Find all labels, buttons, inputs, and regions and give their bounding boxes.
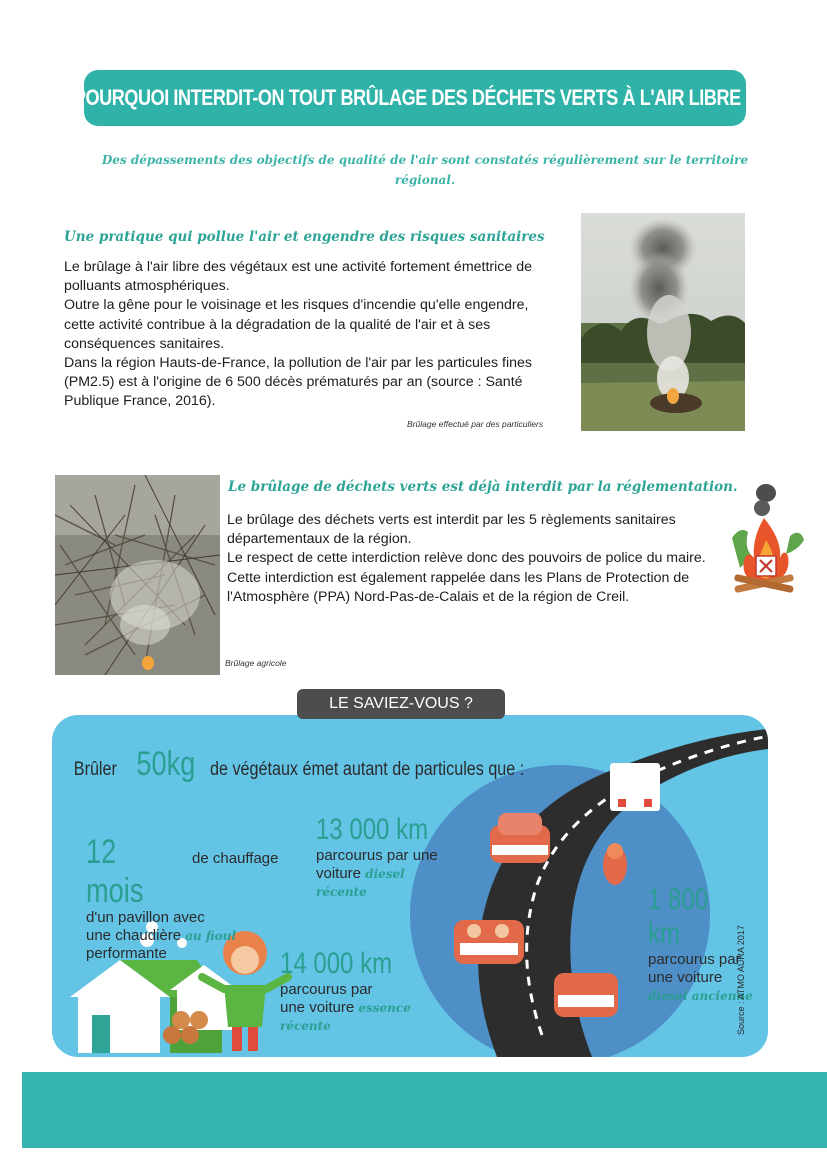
section2-heading: Le brûlage de déchets verts est déjà interdit par la réglementation. bbox=[228, 479, 738, 495]
section2-para-3: Cette interdiction est également rappelée dans les Plans de Protection de l'Atmosphère (PPA) Nord-Pas-de-Calais et de la région de Creil. bbox=[227, 569, 690, 605]
item2-big: 13 000 km bbox=[316, 813, 429, 846]
infographic-intro bbox=[70, 745, 580, 784]
item3-line2-pre: une voiture bbox=[280, 999, 355, 1016]
item2-line2-accent: diesel bbox=[365, 867, 405, 881]
item3-line2-accent: essence bbox=[358, 1001, 411, 1015]
title-banner bbox=[73, 70, 757, 126]
item1-line3-accent: au fioul bbox=[185, 929, 236, 943]
item3-line3-accent: récente bbox=[280, 1019, 331, 1033]
item2-line1: parcourus par une bbox=[316, 847, 438, 864]
smoke-photo bbox=[581, 213, 745, 431]
item3-line1: parcourus par bbox=[280, 981, 373, 998]
section1-para-2: Outre la gêne pour le voisinage et les risques d'incendie qu'elle engendre, cette activité contribue à la dégradation de la qualité de l'air et à ses conséquences sanitaires. bbox=[64, 297, 529, 352]
subtitle-line-2: régional. bbox=[394, 173, 456, 187]
item4-line2: une voiture bbox=[648, 969, 723, 986]
section2-body bbox=[227, 511, 733, 607]
item-heating bbox=[86, 833, 278, 963]
section1-body bbox=[64, 258, 558, 412]
brush-photo bbox=[55, 475, 220, 675]
no-fire-icon bbox=[722, 478, 807, 598]
subtitle bbox=[80, 150, 770, 190]
section2-caption: Brûlage agricole bbox=[225, 658, 287, 668]
item1-line2: d'un pavillon avec bbox=[86, 909, 205, 926]
source-note: Source : ATMO AURA 2017 bbox=[736, 925, 746, 1035]
page-title: POURQUOI INTERDIT-ON TOUT BRÛLAGE DES DÉCHETS VERTS À L'AIR LIBRE ? bbox=[73, 85, 757, 110]
intro-pre: Brûler bbox=[73, 759, 117, 780]
section2-para-1: Le brûlage des déchets verts est interdit par les 5 règlements sanitaires départementaux de la région. bbox=[227, 512, 676, 548]
item4-line3-accent: diesel ancienne bbox=[648, 989, 753, 1003]
item4-big: 1 800 km bbox=[648, 883, 709, 950]
item1-big: 12 mois bbox=[86, 833, 144, 910]
item1-line4: performante bbox=[86, 945, 167, 962]
item3-big: 14 000 km bbox=[280, 947, 393, 980]
intro-post: de végétaux émet autant de particules que : bbox=[210, 759, 525, 780]
bottom-band bbox=[22, 1072, 827, 1148]
item-essence-recent bbox=[280, 947, 420, 1035]
intro-big: 50kg bbox=[136, 745, 196, 783]
item2-line3-accent: récente bbox=[316, 885, 367, 899]
section1-para-1: Le brûlage à l'air libre des végétaux est une activité fortement émettrice de polluants atmosphériques. bbox=[64, 259, 533, 295]
subtitle-line-1: Des dépassements des objectifs de qualité de l'air sont constatés régulièrement sur le territoire bbox=[101, 153, 749, 167]
section1-para-3: Dans la région Hauts-de-France, la pollution de l'air par les particules fines (PM2.5) est à l'origine de 6 500 décès prématurés par an (source : Santé Publique France, 2016). bbox=[64, 355, 532, 410]
item1-line3-pre: une chaudière bbox=[86, 927, 182, 944]
infographic-panel bbox=[52, 715, 768, 1057]
section1-heading: Une pratique qui pollue l'air et engendre des risques sanitaires bbox=[64, 229, 545, 245]
item-diesel-old bbox=[648, 883, 768, 1005]
section1-caption: Brûlage effectué par des particuliers bbox=[407, 419, 544, 429]
item2-line2-pre: voiture bbox=[316, 865, 362, 882]
item-diesel-recent bbox=[316, 813, 456, 901]
item1-line1: de chauffage bbox=[192, 850, 279, 867]
item4-line1: parcourus par bbox=[648, 951, 741, 968]
did-you-know-badge: LE SAVIEZ-VOUS ? bbox=[297, 689, 505, 719]
section2-para-2: Le respect de cette interdiction relève donc des pouvoirs de police du maire. bbox=[227, 550, 706, 567]
